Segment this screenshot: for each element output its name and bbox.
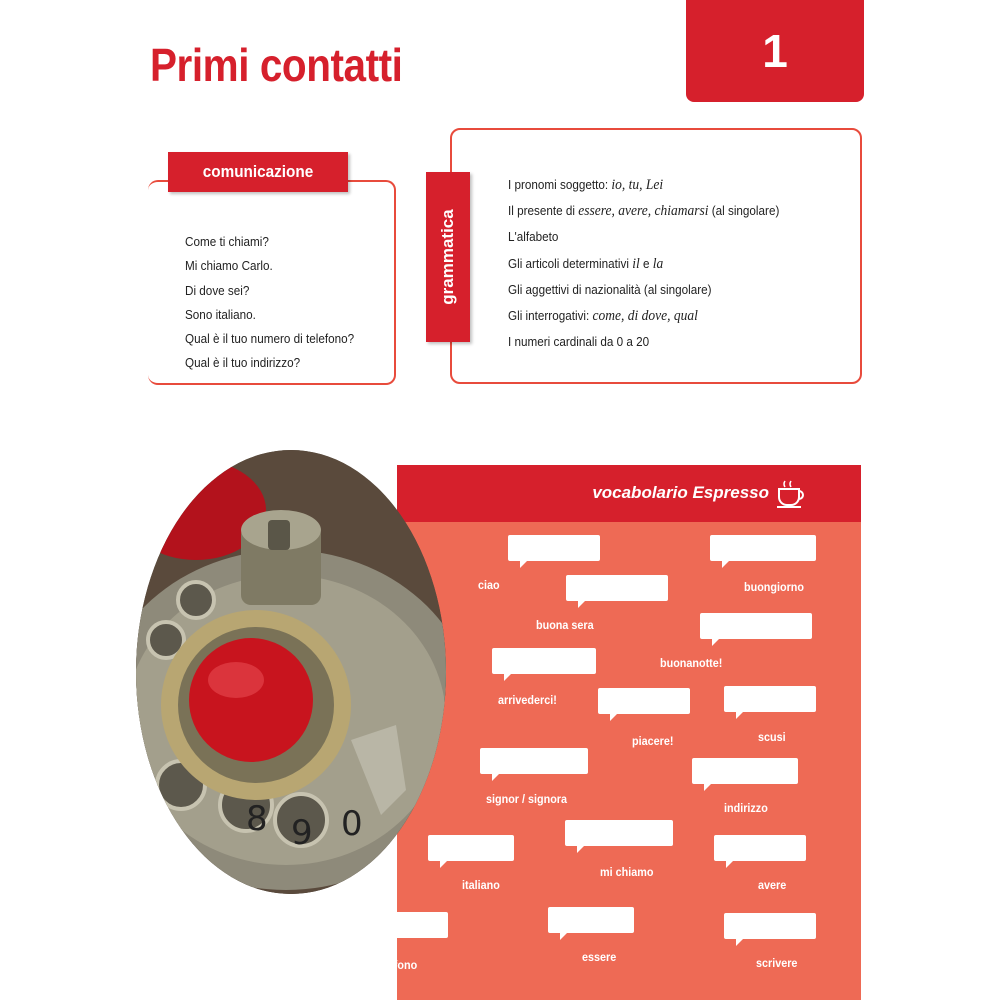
grammar-item: L'alfabeto — [508, 229, 559, 245]
vocab-word: signor / signora — [486, 792, 568, 806]
svg-text:9: 9 — [291, 813, 313, 853]
answer-bubble[interactable] — [724, 686, 816, 712]
grammatica-label: grammatica — [438, 209, 457, 305]
svg-text:0: 0 — [341, 804, 363, 844]
grammar-item: Il presente di essere, avere, chiamarsi (al singolare) — [508, 203, 780, 220]
answer-bubble[interactable] — [428, 835, 514, 861]
phrase: Mi chiamo Carlo. — [185, 258, 273, 274]
answer-bubble[interactable] — [724, 913, 816, 939]
vocab-word: scusi — [758, 730, 786, 744]
answer-bubble[interactable] — [700, 613, 812, 639]
grammatica-list — [508, 172, 810, 355]
grammatica-tab — [426, 172, 470, 342]
vocab-word: ciao — [478, 578, 500, 592]
vocab-word: buonanotte! — [660, 656, 723, 670]
coffee-cup-icon — [775, 479, 809, 509]
vocabolario-label: vocabolario Espresso — [592, 483, 769, 502]
vocabolario-header — [397, 465, 861, 522]
answer-bubble[interactable] — [692, 758, 798, 784]
answer-bubble[interactable] — [598, 688, 690, 714]
vocab-word: arrivederci! — [498, 693, 557, 707]
vocab-word: mi chiamo — [600, 865, 654, 879]
rotary-phone-photo — [136, 450, 446, 894]
chapter-number: 1 — [686, 0, 864, 102]
grammar-item: Gli articoli determinativi il e la — [508, 255, 664, 272]
answer-bubble[interactable] — [565, 820, 673, 846]
answer-bubble[interactable] — [480, 748, 588, 774]
phrase: Sono italiano. — [185, 306, 256, 322]
comunicazione-label: comunicazione — [168, 152, 348, 192]
answer-bubble[interactable] — [508, 535, 600, 561]
phrase: Qual è il tuo numero di telefono? — [185, 331, 355, 347]
vocab-word: scrivere — [756, 956, 798, 970]
svg-text:8: 8 — [246, 799, 268, 839]
answer-bubble[interactable] — [566, 575, 668, 601]
vocab-word: essere — [582, 950, 617, 964]
vocab-word: buongiorno — [744, 580, 804, 594]
vocab-word: piacere! — [632, 734, 674, 748]
page-title: Primi contatti — [150, 39, 403, 91]
vocab-word: avere — [758, 878, 787, 892]
grammar-item: I numeri cardinali da 0 a 20 — [508, 334, 650, 350]
phrase: Come ti chiami? — [185, 234, 269, 249]
vocab-word: buona sera — [536, 618, 594, 632]
answer-bubble[interactable] — [340, 912, 448, 938]
phrase: Di dove sei? — [185, 282, 250, 298]
vocab-word: indirizzo — [724, 801, 768, 815]
answer-bubble[interactable] — [714, 835, 806, 861]
answer-bubble[interactable] — [710, 535, 816, 561]
grammar-item: I pronomi soggetto: io, tu, Lei — [508, 177, 664, 193]
grammar-item: Gli interrogativi: come, di dove, qual — [508, 308, 698, 325]
comunicazione-list — [185, 230, 373, 376]
vocab-word: italiano — [462, 878, 500, 892]
answer-bubble[interactable] — [492, 648, 596, 674]
answer-bubble[interactable] — [548, 907, 634, 933]
grammar-item: Gli aggettivi di nazionalità (al singolare) — [508, 281, 712, 297]
phrase: Qual è il tuo indirizzo? — [185, 355, 301, 371]
vocab-word: numero di telefono — [320, 958, 418, 972]
rotary-dial-image — [136, 450, 446, 894]
